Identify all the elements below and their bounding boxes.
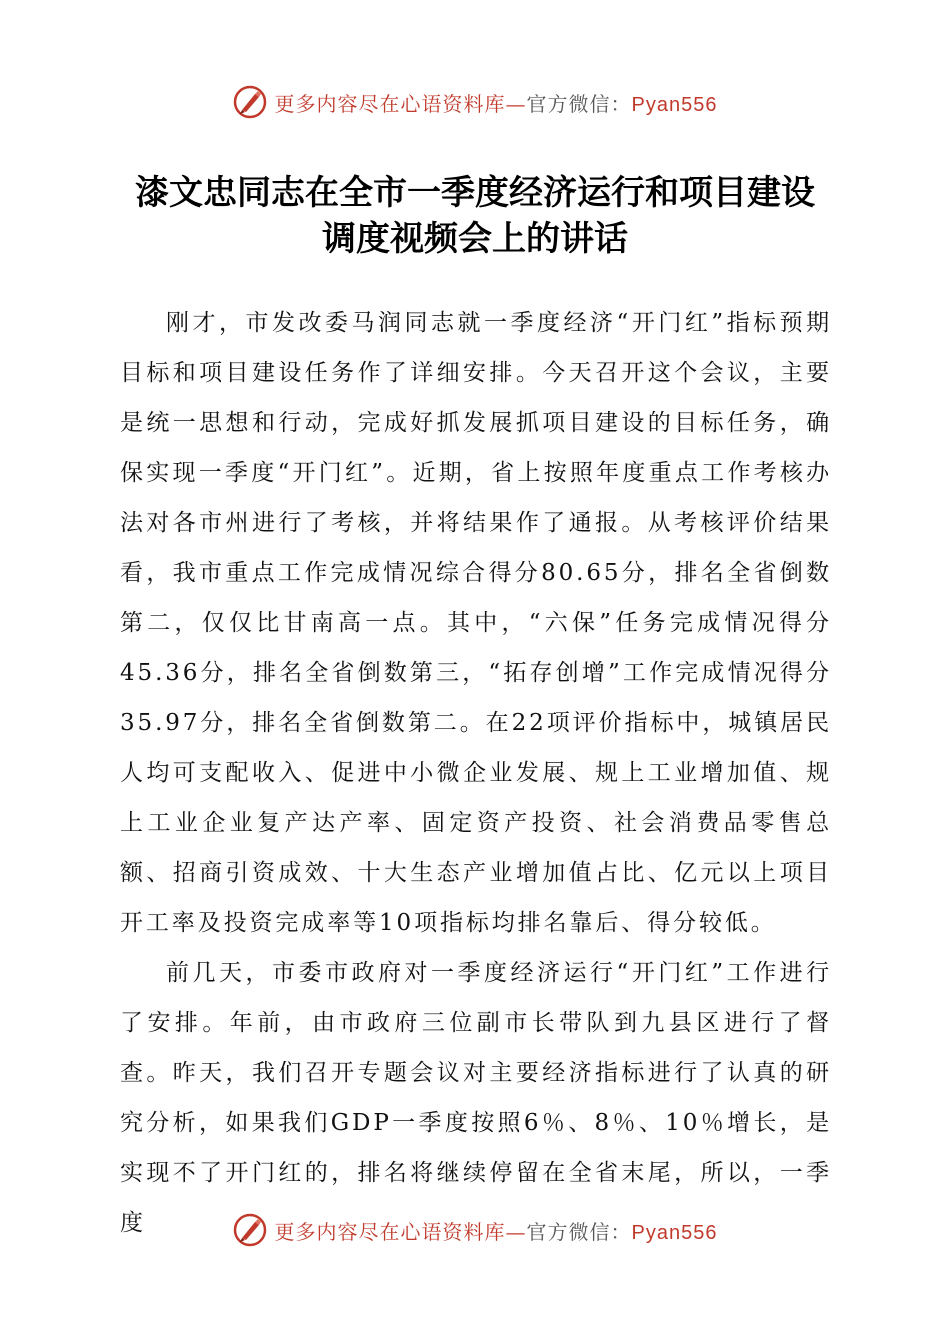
wechat-id: Pyan556: [631, 1221, 718, 1244]
wechat-label: 官方微信：: [526, 1219, 632, 1244]
paragraph-2: 前几天，市委市政府对一季度经济运行“开门红”工作进行了安排。年前，由市政府三位副市长带队到九县区进行了督查。昨天，我们召开专题会议对主要经济指标进行了认真的研究分析，如果我们GDP一季度按照6％、8％、10％增长，是实现不了开门红的，排名将继续停留在全省末尾，所以，一季度: [120, 960, 832, 1236]
banner-title: 更多内容尽在心语资料库: [274, 91, 506, 116]
banner-text: [275, 1216, 718, 1245]
banner-title: 更多内容尽在心语资料库: [274, 1219, 506, 1244]
pen-quill-logo-icon: [233, 1213, 267, 1247]
title-line-1: 漆文忠同志在全市一季度经济运行和项目建设: [135, 173, 815, 213]
wechat-label: 官方微信：: [526, 91, 632, 116]
title-line-2: 调度视频会上的讲话: [322, 219, 628, 259]
header-watermark-banner: [0, 80, 950, 124]
wechat-id: Pyan556: [631, 93, 718, 116]
footer-watermark-banner: [0, 1208, 950, 1252]
document-body: [120, 298, 832, 1248]
paragraph-1: 刚才，市发改委马润同志就一季度经济“开门红”指标预期目标和项目建设任务作了详细安排。今天召开这个会议，主要是统一思想和行动，完成好抓发展抓项目建设的目标任务，确保实现一季度“开门红”。近期，省上按照年度重点工作考核办法对各市州进行了考核，并将结果作了通报。从考核评价结果看，我市重点工作完成情况综合得分80.65分，排名全省倒数第二，仅仅比甘南高一点。其中，“六保”任务完成情况得分45.36分，排名全省倒数第三，“拓存创增”工作完成情况得分35.97分，排名全省倒数第二。在22项评价指标中，城镇居民人均可支配收入、促进中小微企业发展、规上工业增加值、规上工业企业复产达产率、固定资产投资、社会消费品零售总额、招商引资成效、十大生态产业增加值占比、亿元以上项目开工率及投资完成率等10项指标均排名靠后、得分较低。: [120, 310, 832, 936]
document-title: [60, 170, 890, 262]
banner-text: [275, 88, 718, 117]
banner-dash: —: [505, 1219, 527, 1244]
banner-dash: —: [505, 91, 527, 116]
pen-quill-logo-icon: [233, 85, 267, 119]
